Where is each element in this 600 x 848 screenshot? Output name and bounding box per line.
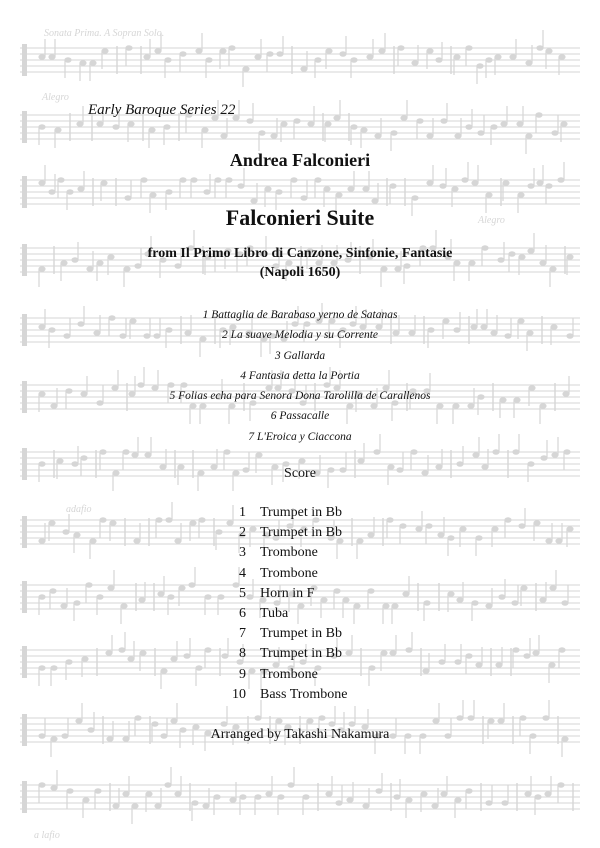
score-label: Score: [284, 466, 316, 481]
movement-item: 1 Battaglia de Barabaso yerno de Satanas: [202, 309, 398, 321]
background-label: Alegro: [42, 92, 69, 103]
part-number: 8: [239, 646, 246, 662]
part-number: 9: [239, 666, 246, 682]
series-label: Early Baroque Series 22: [88, 102, 236, 118]
background-label: adafio: [66, 504, 92, 515]
background-label: a lafio: [34, 830, 60, 841]
subtitle-line: (Napoli 1650): [259, 265, 341, 280]
movement-item: 5 Folias echa para Senora Dona Tarolilla de Carallenos: [169, 390, 431, 403]
subtitle: [0, 244, 600, 282]
part-name: Bass Trombone: [260, 686, 348, 702]
part-number: 1: [239, 505, 246, 520]
movement-item: 7 L'Eroica y Ciaccona: [248, 430, 352, 443]
part-number: 2: [239, 525, 246, 541]
part-name: Horn in F: [260, 585, 315, 601]
part-row: [222, 685, 348, 705]
part-number: 10: [232, 686, 246, 702]
part-name: Trombone: [260, 545, 318, 561]
part-name: Trumpet in Bb: [260, 505, 342, 520]
part-row: [222, 624, 348, 644]
part-number: 5: [239, 585, 246, 601]
background-label: Sonata Prima. A Sopran Solo.: [44, 28, 165, 39]
movement-item: 4 Fantasia detta la Portia: [240, 369, 360, 382]
subtitle-line: from Il Primo Libro di Canzone, Sinfonie, Fantasie: [147, 246, 453, 261]
part-name: Trombone: [260, 565, 318, 581]
movement-item: 6 Passacalle: [270, 410, 330, 423]
part-number: 3: [239, 545, 246, 561]
part-row: [222, 503, 348, 523]
part-name: Trumpet in Bb: [260, 626, 342, 642]
work-title: Falconieri Suite: [225, 205, 375, 230]
part-row: [222, 584, 348, 604]
part-row: [222, 644, 348, 664]
part-row: [222, 543, 348, 563]
part-row: [222, 665, 348, 685]
part-row: [222, 604, 348, 624]
background-label: Alegro: [478, 215, 505, 226]
movement-item: 2 La suave Melodia y su Corrente: [221, 329, 379, 342]
part-name: Trumpet in Bb: [260, 646, 342, 662]
movement-item: 3 Gallarda: [274, 349, 326, 362]
part-name: Trumpet in Bb: [260, 525, 342, 541]
composer-name: Andrea Falconieri: [229, 150, 371, 170]
part-number: 4: [239, 565, 246, 581]
part-number: 7: [239, 626, 246, 642]
arranger-credit: Arranged by Takashi Nakamura: [210, 727, 390, 742]
part-name: Trombone: [260, 666, 318, 682]
part-name: Tuba: [260, 605, 289, 621]
parts-list: [222, 503, 348, 705]
part-number: 6: [239, 605, 246, 621]
movement-list: [0, 305, 600, 447]
part-row: [222, 564, 348, 584]
part-row: [222, 523, 348, 543]
